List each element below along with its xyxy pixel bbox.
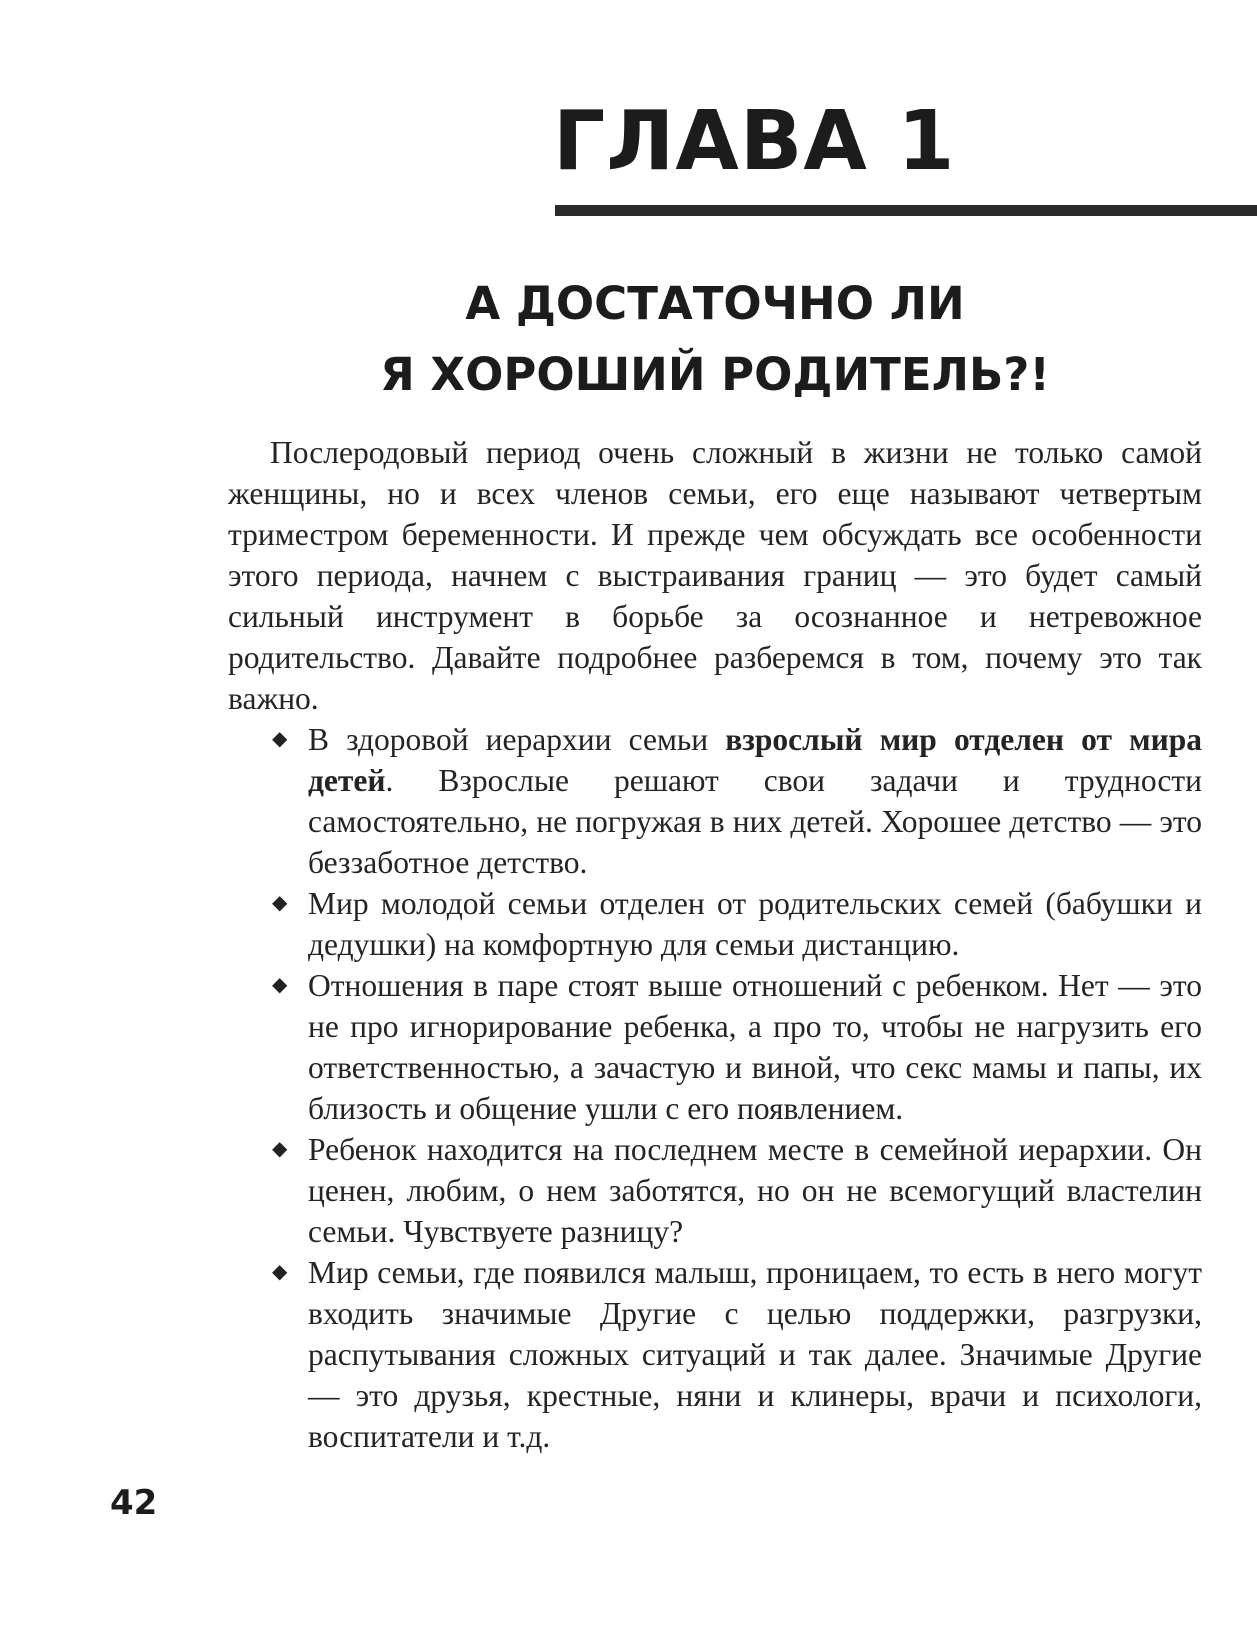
bullet-1-bold-text: взрослый мир отделен от мира детей	[308, 722, 1202, 798]
bullet-diamond-icon: ◆	[272, 1261, 288, 1283]
body-text	[228, 432, 1202, 1457]
section-title-line-2: Я ХОРОШИЙ РОДИТЕЛЬ?!	[380, 348, 1050, 401]
bullet-diamond-icon: ◆	[272, 728, 288, 750]
bullet-3-text: Отношения в паре стоят выше отношений с ребенком. Нет — это не про игнорирование ребенка, а про то, чтобы не нагрузить его ответственностью, а зачастую и виной, что секс мамы и папы, их близость и общение ушли с его появлением.	[308, 968, 1202, 1126]
bullet-5-text: Мир семьи, где появился малыш, проницаем, то есть в него могут входить значимые Другие с целью поддержки, разгрузки, распутывания сложных ситуаций и так далее. Значимые Другие — это друзья, крестные, няни и клинеры, врачи и психологи, воспитатели и т.д.	[308, 1255, 1202, 1454]
section-title	[230, 268, 1200, 410]
bullet-diamond-icon: ◆	[272, 1138, 288, 1160]
bullet-1-text-start: В здоровой иерархии семьи	[308, 722, 726, 757]
intro-paragraph: Послеродовый период очень сложный в жизни не только самой женщины, но и всех членов семьи, его еще называют четвертым триместром беременности. И прежде чем обсуждать все особенности этого периода, начнем с выстраивания границ — это будет самый сильный инструмент в борьбе за осознанное и нетревожное родительство. Давайте подробнее разберемся в том, почему это так важно.	[228, 435, 1202, 716]
chapter-title: ГЛАВА 1	[553, 94, 956, 189]
bullet-item-1	[272, 719, 1202, 883]
bullet-diamond-icon: ◆	[272, 974, 288, 996]
bullet-2-text: Мир молодой семьи отделен от родительских семей (бабушки и дедушки) на комфортную для семьи дистанцию.	[308, 886, 1202, 962]
chapter-title-rule	[555, 205, 1257, 216]
bullet-1-text-end: . Взрослые решают свои задачи и трудности самостоятельно, не погружая в них детей. Хорошее детство — это беззаботное детство.	[308, 763, 1202, 880]
bullet-4-text: Ребенок находится на последнем месте в семейной иерархии. Он ценен, любим, о нем заботятся, но он не всемогущий властелин семьи. Чувствуете разницу?	[308, 1132, 1202, 1249]
bullet-item-5	[272, 1252, 1202, 1457]
bullet-item-2	[272, 883, 1202, 965]
page-number: 42	[110, 1483, 158, 1523]
bullet-item-3	[272, 965, 1202, 1129]
section-title-line-1: А ДОСТАТОЧНО ЛИ	[465, 277, 965, 330]
bullet-list	[228, 719, 1202, 1457]
bullet-diamond-icon: ◆	[272, 892, 288, 914]
bullet-item-4	[272, 1129, 1202, 1252]
